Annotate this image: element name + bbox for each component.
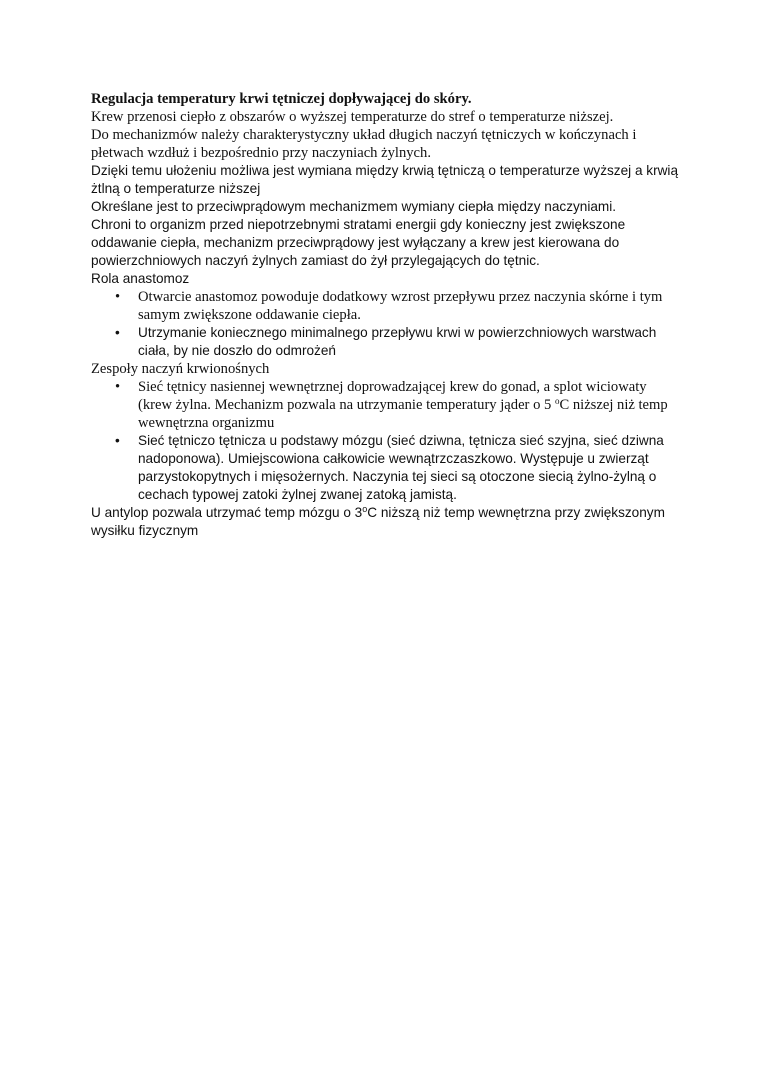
bullet-icon: • bbox=[115, 325, 120, 340]
bullet-icon: • bbox=[115, 433, 120, 448]
list-item bbox=[91, 378, 681, 432]
degree-superscript: o bbox=[362, 504, 368, 514]
bullet-icon: • bbox=[115, 379, 121, 395]
closing-paragraph bbox=[91, 504, 681, 540]
intro-line-2: Do mechanizmów należy charakterystyczny układ długich naczyń tętniczych w kończynach i płetwach wzdłuż i bezpośrednio przy naczyniach żylnych. bbox=[91, 127, 637, 161]
closing-text-part: U antylop pozwala utrzymać temp mózgu o 3 bbox=[91, 505, 363, 520]
closing-text-part: C niższą niż temp wewnętrzna przy zwiększonym wysiłku fizycznym bbox=[91, 505, 665, 538]
list-item-text: Otwarcie anastomoz powoduje dodatkowy wzrost przepływu przez naczynia skórne i tym samym zwiększone oddawanie ciepła. bbox=[138, 289, 663, 323]
document-title: Regulacja temperatury krwi tętniczej dopływającej do skóry. bbox=[91, 91, 472, 107]
list-item-text-part: Sieć tętnicy nasiennej wewnętrznej doprowadzającej krew do gonad, a splot wiciowaty (krew żylna. Mechanizm pozwala na utrzymanie temperatury jąder o 5 bbox=[138, 379, 647, 413]
list-item bbox=[91, 432, 681, 504]
section-heading-vessel-groups: Zespoły naczyń krwionośnych bbox=[91, 361, 270, 377]
list-item-text bbox=[138, 379, 668, 431]
list-item-text: Sieć tętniczo tętnicza u podstawy mózgu (sieć dziwna, tętnicza sieć szyjna, sieć dziwna nadoponowa). Umiejscowiona całkowicie wewnątrzczaszkowo. Występuje u zwierząt parzystokopytnych i mięsożernych. Naczynia tej sieci są otoczone siecią żylno-żylną o cechach typowej zatoki żylnej zwanej zatoką jamistą. bbox=[138, 433, 664, 502]
list-item-text-part: C niższej niż temp wewnętrzna organizmu bbox=[138, 397, 668, 431]
intro-line-1: Krew przenosi ciepło z obszarów o wyższej temperaturze do stref o temperaturze niższej. bbox=[91, 109, 614, 125]
document-body bbox=[91, 90, 681, 540]
intro-line-4: Określane jest to przeciwprądowym mechanizmem wymiany ciepła między naczyniami. bbox=[91, 199, 617, 214]
list-item-text: Utrzymanie koniecznego minimalnego przepływu krwi w powierzchniowych warstwach ciała, by nie doszło do odmrożeń bbox=[138, 325, 657, 358]
list-item bbox=[91, 288, 681, 324]
anastomoses-list bbox=[91, 288, 681, 360]
bullet-icon: • bbox=[115, 289, 121, 305]
vessel-groups-list bbox=[91, 378, 681, 504]
section-heading-anastomoses: Rola anastomoz bbox=[91, 271, 190, 286]
intro-line-3: Dzięki temu ułożeniu możliwa jest wymiana między krwią tętniczą o temperaturze wyższej a krwią żtlną o temperaturze niższej bbox=[91, 163, 679, 196]
degree-superscript: o bbox=[554, 396, 560, 406]
list-item bbox=[91, 324, 681, 360]
intro-line-5: Chroni to organizm przed niepotrzebnymi stratami energii gdy konieczny jest zwiększone oddawanie ciepła, mechanizm przeciwprądowy jest wyłączany a krew jest kierowana do powierzchniowych naczyń żylnych zamiast do żył przylegających do tętnic. bbox=[91, 217, 626, 268]
